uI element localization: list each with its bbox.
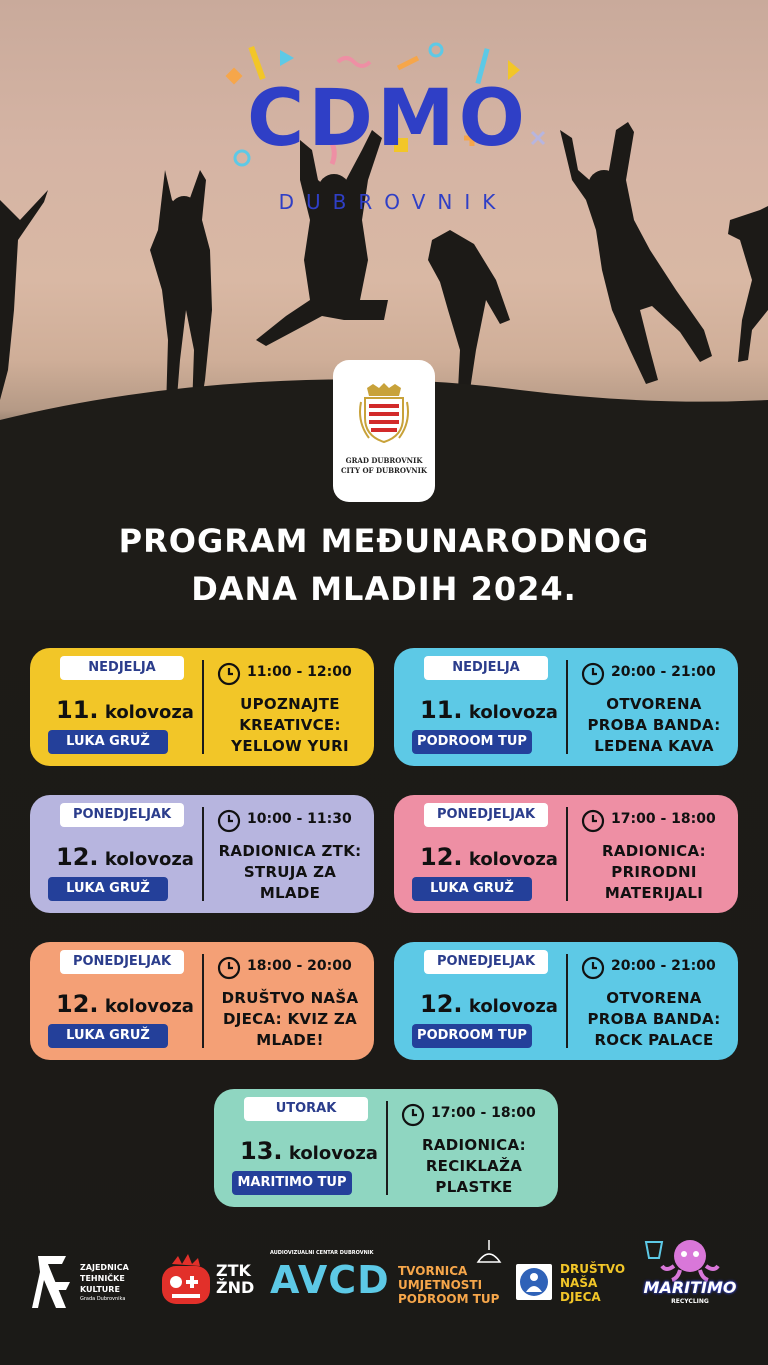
ztk-line-1: ZAJEDNICA (80, 1263, 129, 1272)
event-date-month: kolovoza (104, 849, 194, 870)
event-day-badge: UTORAK (244, 1097, 368, 1121)
event-date (44, 843, 206, 871)
maritimo-label: MARITIMO (643, 1278, 737, 1297)
card-divider (202, 807, 204, 901)
event-date-month: kolovoza (288, 1143, 378, 1164)
page-title-line-2: DANA MLADIH 2024. (191, 570, 577, 608)
sponsor-ztk (32, 1250, 152, 1314)
card-divider (202, 660, 204, 754)
card-divider (566, 807, 568, 901)
event-date (408, 696, 570, 724)
dnd-line-1: DRUŠTVO (560, 1262, 626, 1276)
clock-icon (217, 956, 241, 980)
event-location-badge: MARITIMO TUP (232, 1171, 352, 1195)
ztk-logo-icon (32, 1252, 74, 1312)
ztk-line-3: KULTURE (80, 1285, 120, 1294)
avcd-label: AVCD (270, 1258, 390, 1302)
event-day-badge: NEDJELJA (60, 656, 184, 680)
event-date-month: kolovoza (468, 702, 558, 723)
event-location-badge: LUKA GRUŽ (412, 877, 532, 901)
event-card (394, 942, 738, 1060)
event-date (44, 990, 206, 1018)
tup-line-2: UMJETNOSTI (398, 1278, 483, 1292)
cdmo-logo (218, 40, 558, 214)
event-day-badge: PONEDJELJAK (60, 803, 184, 827)
event-date-number: 13. (240, 1137, 283, 1165)
event-location-badge: LUKA GRUŽ (48, 730, 168, 754)
sponsor-tup (396, 1240, 508, 1310)
event-date (408, 843, 570, 871)
dnd-line-2: NAŠA (560, 1276, 598, 1290)
event-title: OTVORENA PROBA BANDA: ROCK PALACE (587, 989, 721, 1049)
clock-icon (217, 662, 241, 686)
game-controller-robot-icon (158, 1254, 214, 1310)
clock-icon (581, 956, 605, 980)
event-card (30, 795, 374, 913)
clock-icon (401, 1103, 425, 1127)
event-time: 10:00 - 11:30 (247, 811, 352, 827)
event-date-number: 12. (420, 990, 463, 1018)
event-card (214, 1089, 558, 1207)
event-title: RADIONICA: PRIRODNI MATERIJALI (602, 842, 706, 902)
event-date-number: 11. (56, 696, 99, 724)
event-date (44, 696, 206, 724)
card-divider (202, 954, 204, 1048)
sponsor-dnd (516, 1262, 634, 1312)
event-date-month: kolovoza (104, 702, 194, 723)
card-divider (566, 660, 568, 754)
tup-line-1: TVORNICA (398, 1264, 468, 1278)
ztk-line-2: TEHNIČKE (80, 1274, 125, 1283)
event-time: 18:00 - 20:00 (247, 958, 352, 974)
dnd-emblem-icon (516, 1264, 552, 1300)
tup-line-3: PODROOM TUP (398, 1292, 500, 1306)
clock-icon (581, 809, 605, 833)
page-title-line-1: PROGRAM MEĐUNARODNOG (118, 522, 650, 560)
event-title: UPOZNAJTE KREATIVCE: YELLOW YURI (231, 695, 349, 755)
event-title: DRUŠTVO NAŠA DJECA: KVIZ ZA MLADE! (221, 989, 359, 1049)
event-card (30, 648, 374, 766)
sponsor-ztk-znd (158, 1250, 262, 1314)
city-crest-card (333, 360, 435, 502)
crest-caption-en: CITY OF DUBROVNIK (340, 466, 428, 475)
dnd-line-3: DJECA (560, 1290, 601, 1304)
event-title: RADIONICA ZTK: STRUJA ZA MLADE (218, 842, 362, 902)
crest-caption-hr: GRAD DUBROVNIK (345, 456, 423, 465)
event-time: 20:00 - 21:00 (611, 664, 716, 680)
sponsor-maritimo (642, 1236, 738, 1316)
maritimo-sub: RECYCLING (671, 1298, 709, 1305)
event-date-number: 12. (56, 843, 99, 871)
card-divider (566, 954, 568, 1048)
event-date-month: kolovoza (468, 996, 558, 1017)
event-card (394, 795, 738, 913)
event-location-badge: LUKA GRUŽ (48, 1024, 168, 1048)
event-date (228, 1137, 390, 1165)
event-time: 17:00 - 18:00 (431, 1105, 536, 1121)
event-day-badge: PONEDJELJAK (424, 950, 548, 974)
clock-icon (581, 662, 605, 686)
octopus-icon (660, 1236, 720, 1282)
event-date-number: 11. (420, 696, 463, 724)
event-location-badge: PODROOM TUP (412, 730, 532, 754)
event-time: 20:00 - 21:00 (611, 958, 716, 974)
event-date (408, 990, 570, 1018)
ztk-line-4: Grada Dubrovnika (80, 1296, 126, 1302)
event-card (394, 648, 738, 766)
event-title: OTVORENA PROBA BANDA: LEDENA KAVA (587, 695, 721, 755)
card-divider (386, 1101, 388, 1195)
event-location-badge: LUKA GRUŽ (48, 877, 168, 901)
event-time: 17:00 - 18:00 (611, 811, 716, 827)
dubrovnik-crest-icon (359, 382, 409, 444)
event-date-month: kolovoza (468, 849, 558, 870)
event-day-badge: PONEDJELJAK (60, 950, 184, 974)
event-time: 11:00 - 12:00 (247, 664, 352, 680)
event-date-number: 12. (56, 990, 99, 1018)
sponsor-avcd (270, 1250, 390, 1310)
event-day-badge: PONEDJELJAK (424, 803, 548, 827)
trash-bin-icon (644, 1238, 664, 1260)
event-date-number: 12. (420, 843, 463, 871)
event-location-badge: PODROOM TUP (412, 1024, 532, 1048)
event-day-badge: NEDJELJA (424, 656, 548, 680)
logo-wordmark: CDMO (247, 74, 529, 164)
logo-subtitle: DUBROVNIK (278, 190, 508, 214)
event-card (30, 942, 374, 1060)
event-date-month: kolovoza (104, 996, 194, 1017)
avcd-caption: AUDIOVIZUALNI CENTAR DUBROVNIK (270, 1250, 374, 1256)
event-title: RADIONICA: RECIKLAŽA PLASTKE (422, 1136, 526, 1196)
ztk-znd-label: ZTK ŽND (216, 1261, 255, 1297)
clock-icon (217, 809, 241, 833)
